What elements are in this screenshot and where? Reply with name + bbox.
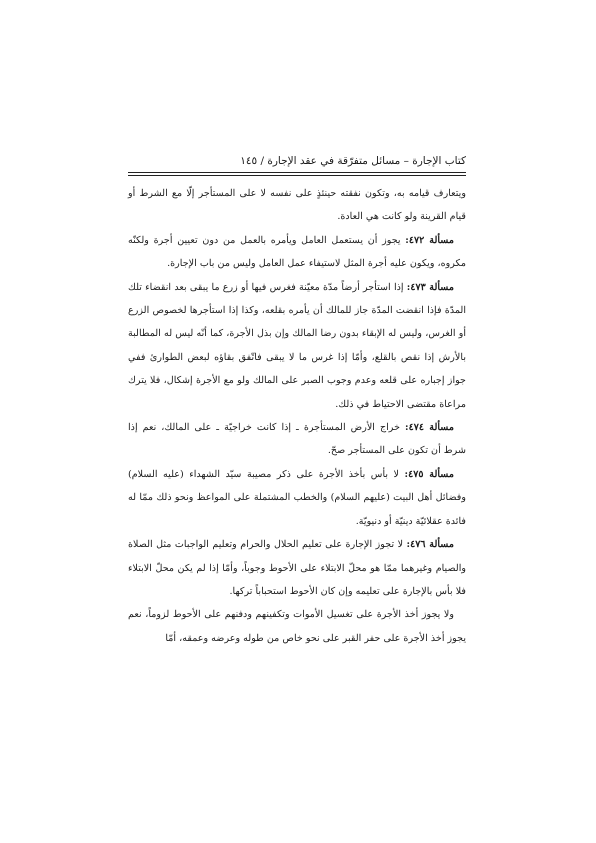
running-title: كتاب الإجارة – مسائل متفرّقة في عقد الإجارة / ١٤٥ xyxy=(240,155,466,167)
paragraph-text: يجوز أن يستعمل العامل ويأمره بالعمل من دون تعيين أجرة ولكنّه مكروه، ويكون عليه أجرة المثل لاستيفاء عمل العامل وليس من باب الإجارة. xyxy=(128,234,466,270)
paragraph-continuation xyxy=(128,182,466,229)
paragraph-text: لا تجوز الإجارة على تعليم الحلال والحرام وتعليم الواجبات مثل الصلاة والصيام وغيرهما ممّا هو محلّ الابتلاء على الأحوط وجوباً، وأمّا إذا لم يكن محلّ الابتلاء فلا بأس بالإجارة على تعليمه وإن كان الأحوط استحباباً تركها. xyxy=(128,539,466,597)
paragraph-issue-475 xyxy=(128,463,466,533)
header-rule-top xyxy=(128,172,466,173)
issue-label: مسألة ٤٧٤: xyxy=(405,422,454,434)
paragraph-issue-472 xyxy=(128,229,466,276)
running-header xyxy=(128,154,466,168)
paragraph-issue-474 xyxy=(128,416,466,463)
paragraph-text: ولا يجوز أخذ الأجرة على تغسيل الأموات وتكفينهم ودفنهم على الأحوط لزوماً، نعم يجوز أخذ الأجرة على حفر القبر على نحو خاص من طوله وعرضه وعمقه، أمّا xyxy=(128,609,466,644)
issue-label: مسألة ٤٧٥: xyxy=(404,468,454,480)
paragraph-text: لا بأس بأخذ الأجرة على ذكر مصيبة سيّد الشهداء (عليه السلام) وفضائل أهل البيت (عليهم السلام) والخطب المشتملة على المواعظ ونحو ذلك ممّا له فائدة عقلائيّة دينيّة أو دنيويّة. xyxy=(128,468,466,527)
paragraph-text: ويتعارف قيامه به، وتكون نفقته حينئذٍ على نفسه لا على المستأجر إلّا مع الشرط أو قيام القرينة ولو كانت هي العادة. xyxy=(128,188,466,223)
issue-label: مسألة ٤٧٣: xyxy=(406,281,454,293)
paragraph-issue-476 xyxy=(128,533,466,603)
issue-label: مسألة ٤٧٦: xyxy=(406,539,454,551)
paragraph-funeral-wages xyxy=(128,603,466,650)
header-rule-bottom xyxy=(128,175,466,176)
page-body xyxy=(128,182,466,650)
paragraph-issue-473 xyxy=(128,276,466,416)
paragraph-text: إذا استأجر أرضاً مدّة معيّنة فغرس فيها أو زرع ما يبقى بعد انقضاء تلك المدّة فإذا انقضت المدّة جاز للمالك أن يأمره بقلعه، وكذا إذا استأجرها لخصوص الزرع أو الغرس، وليس له الإبقاء بدون رضا المالك وإن بذل الأجرة، كما أنّه ليس له المطالبة بالأرش إذا نقص بالقلع، وأمّا إذا غرس ما لا يبقى فاتّفق بقاؤه لبعض الطوارئ ففي جواز إجباره على قلعه وعدم وجوب الصبر على المالك ولو مع الأجرة إشكال، فلا يترك مراعاة مقتضى الاحتياط في ذلك. xyxy=(128,281,466,410)
issue-label: مسألة ٤٧٢: xyxy=(405,234,454,246)
paragraph-text: خراج الأرض المستأجرة ـ إذا كانت خراجيّة ـ على المالك، نعم إذا شرط أن تكون على المستأجر صحّ. xyxy=(128,422,466,457)
